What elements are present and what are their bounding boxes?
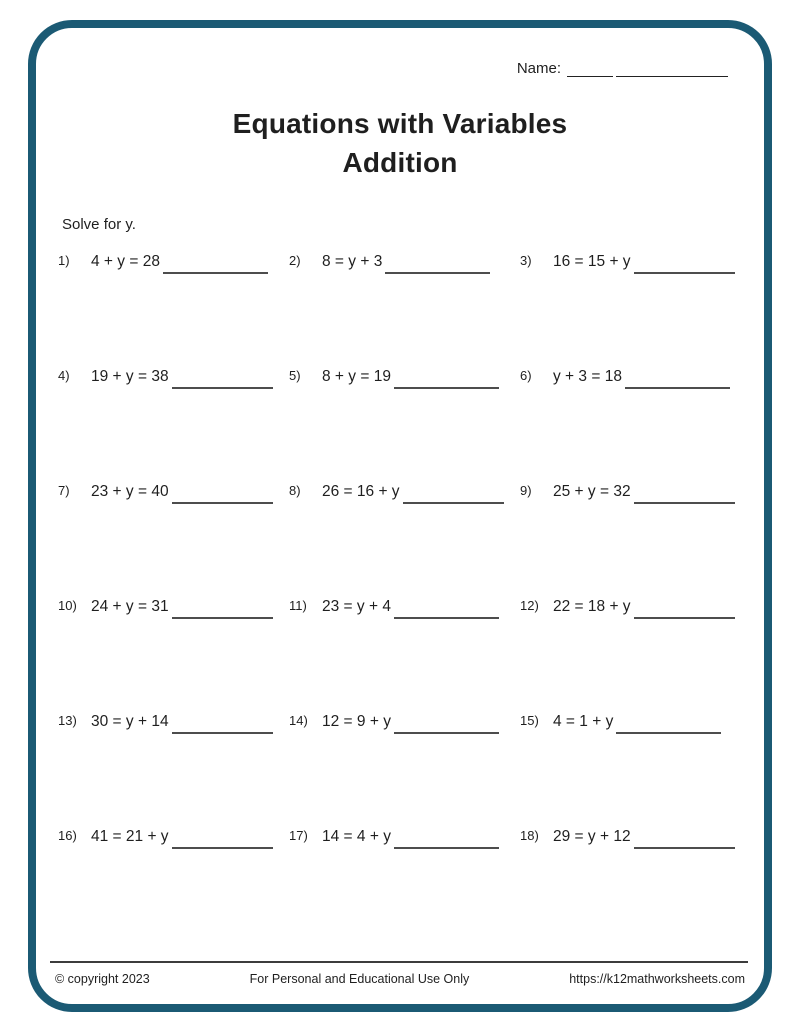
footer (55, 972, 745, 986)
title-line-1: Equations with Variables (232, 108, 568, 139)
problem-equation: 8 = y + 3 (322, 253, 383, 270)
problem-equation: 12 = 9 + y (322, 713, 391, 730)
problem-equation: 23 = y + 4 (322, 598, 391, 615)
footer-copyright: © copyright 2023 (55, 972, 150, 986)
footer-usage: For Personal and Educational Use Only (249, 972, 470, 986)
footer-url: https://k12mathworksheets.com (569, 972, 745, 986)
problem-equation: 25 + y = 32 (553, 483, 631, 500)
problem-equation: 8 + y = 19 (322, 368, 391, 385)
problem-item (289, 592, 504, 707)
problem-equation: 19 + y = 38 (91, 368, 169, 385)
problem-item (289, 822, 504, 937)
answer-blank-line (634, 258, 735, 274)
problem-number: 5) (289, 368, 301, 383)
problem-item (520, 822, 735, 937)
problem-number: 12) (520, 598, 539, 613)
answer-blank-line (172, 603, 273, 619)
answer-blank-line (634, 603, 735, 619)
footer-divider (50, 961, 748, 963)
name-row (517, 60, 728, 77)
problem-equation: 41 = 21 + y (91, 828, 169, 845)
problem-item (289, 362, 504, 477)
worksheet-title (0, 104, 800, 182)
answer-blank-line (394, 833, 499, 849)
answer-blank-line (625, 373, 730, 389)
answer-blank-line (385, 258, 490, 274)
problem-item (58, 822, 273, 937)
problem-equation: 4 + y = 28 (91, 253, 160, 270)
problem-number: 8) (289, 483, 301, 498)
problem-equation: 23 + y = 40 (91, 483, 169, 500)
problem-equation: 14 = 4 + y (322, 828, 391, 845)
problem-item (520, 247, 735, 362)
answer-blank-line (634, 488, 735, 504)
answer-blank-line (172, 833, 273, 849)
problem-number: 7) (58, 483, 70, 498)
problem-item (289, 247, 504, 362)
name-blank-line (567, 61, 613, 77)
problem-number: 16) (58, 828, 77, 843)
problem-number: 18) (520, 828, 539, 843)
answer-blank-line (394, 603, 499, 619)
name-label: Name: (516, 60, 561, 77)
answer-blank-line (172, 718, 273, 734)
problem-item (520, 707, 735, 822)
instruction-text: Solve for y. (62, 216, 136, 233)
problem-number: 10) (58, 598, 77, 613)
name-blank-line (616, 61, 728, 77)
answer-blank-line (172, 373, 273, 389)
problem-item (289, 477, 504, 592)
problem-item (58, 592, 273, 707)
problem-equation: y + 3 = 18 (553, 368, 622, 385)
answer-blank-line (172, 488, 273, 504)
problem-item (58, 707, 273, 822)
problem-item (58, 477, 273, 592)
problem-number: 15) (520, 713, 539, 728)
problem-number: 1) (58, 253, 70, 268)
problem-equation: 16 = 15 + y (553, 253, 631, 270)
problem-item (520, 477, 735, 592)
answer-blank-line (394, 373, 499, 389)
problem-item (520, 592, 735, 707)
problem-number: 4) (58, 368, 70, 383)
problem-item (58, 247, 273, 362)
title-line-2: Addition (342, 147, 458, 178)
problem-equation: 24 + y = 31 (91, 598, 169, 615)
problem-number: 14) (289, 713, 308, 728)
answer-blank-line (616, 718, 721, 734)
answer-blank-line (634, 833, 735, 849)
problem-number: 9) (520, 483, 532, 498)
problem-number: 13) (58, 713, 77, 728)
problems-grid (58, 247, 735, 937)
problem-number: 11) (289, 598, 307, 613)
answer-blank-line (394, 718, 499, 734)
problem-number: 3) (520, 253, 532, 268)
problem-equation: 4 = 1 + y (553, 713, 614, 730)
problem-item (289, 707, 504, 822)
answer-blank-line (163, 258, 268, 274)
problem-equation: 29 = y + 12 (553, 828, 631, 845)
problem-number: 6) (520, 368, 532, 383)
problem-equation: 22 = 18 + y (553, 598, 631, 615)
problem-equation: 30 = y + 14 (91, 713, 169, 730)
problem-item (58, 362, 273, 477)
problem-number: 2) (289, 253, 301, 268)
problem-item (520, 362, 735, 477)
problem-number: 17) (289, 828, 308, 843)
problem-equation: 26 = 16 + y (322, 483, 400, 500)
answer-blank-line (403, 488, 504, 504)
